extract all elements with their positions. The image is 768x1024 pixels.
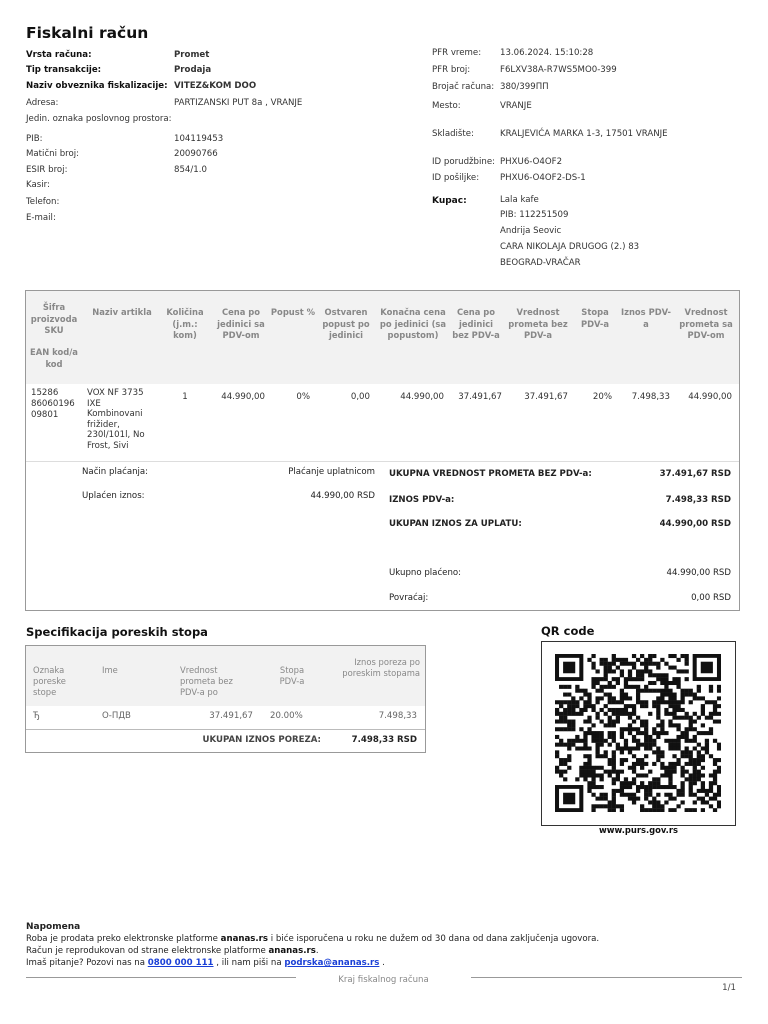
header-value-with-vat: Vrednost prometa sa PDV-om xyxy=(679,307,733,340)
tax-header-code: Oznaka poreske stope xyxy=(33,665,66,697)
info-label-pfr-time: PFR vreme: xyxy=(432,48,482,58)
buyer-label: Kupac: xyxy=(432,196,467,206)
header-value-no-vat: Vrednost prometa bez PDV-a xyxy=(508,307,568,340)
info-value-pfr-time: 13.06.2024. 15:10:28 xyxy=(500,48,594,58)
tax-header-amount: Iznos poreza po poreskim stopama xyxy=(342,657,420,678)
cell-vat-amount: 7.498,33 xyxy=(631,392,670,402)
info-label-transaction-type: Tip transakcije: xyxy=(26,65,102,75)
note-text: Imaš pitanje? Pozovi nas na xyxy=(26,958,148,968)
info-value-esir: 854/1.0 xyxy=(174,165,207,175)
info-value-address: PARTIZANSKI PUT 8a , VRANJE xyxy=(174,98,303,108)
cell-unit-price: 44.990,00 xyxy=(221,392,265,402)
note-text: i biće isporučena u roku ne dužem od 30 dana od dana zaključenja ugovora. xyxy=(268,934,600,944)
info-label-phone: Telefon: xyxy=(26,197,60,207)
buyer-line: CARA NIKOLAJA DRUGOG (2.) 83 xyxy=(500,242,640,252)
total-no-vat-label: UKUPNA VREDNOST PROMETA BEZ PDV-a: xyxy=(389,469,592,479)
brand-name: ananas.rs xyxy=(220,934,269,944)
phone-link[interactable]: 0800 000 111 xyxy=(147,958,214,968)
items-table-header xyxy=(26,291,739,384)
change-value: 0,00 RSD xyxy=(691,593,731,603)
info-value-pib: 104119453 xyxy=(174,134,224,144)
cell-discount: 0,00 xyxy=(350,392,370,402)
info-label-esir: ESIR broj: xyxy=(26,165,68,175)
info-label-cashier: Kasir: xyxy=(26,180,50,190)
info-label-business-unit: Jedin. oznaka poslovnog prostora: xyxy=(26,114,172,124)
tax-total-label: UKUPAN IZNOS POREZA: xyxy=(202,735,321,745)
change-label: Povraćaj: xyxy=(389,593,429,603)
tax-cell-name: О-ПДВ xyxy=(102,711,131,721)
cell-item-name: VOX NF 3735 IXE Kombinovani frižider, 230l/101l, No Frost, Sivi xyxy=(87,388,145,451)
tax-total-value: 7.498,33 RSD xyxy=(351,735,417,745)
footer-rule-left xyxy=(26,977,296,978)
cell-value-with-vat: 44.990,00 xyxy=(688,392,732,402)
header-sku: Šifra proizvoda SKU xyxy=(30,302,78,335)
buyer-line: BEOGRAD-VRAČAR xyxy=(500,258,581,268)
qr-caption: www.purs.gov.rs xyxy=(599,825,678,835)
cell-vat-rate: 20% xyxy=(592,392,612,402)
note-text: . xyxy=(315,946,319,956)
divider xyxy=(26,461,739,462)
page-title: Fiskalni račun xyxy=(26,24,149,42)
info-value-receipt-counter: 380/399ПП xyxy=(500,82,549,92)
cell-final-price: 44.990,00 xyxy=(400,392,444,402)
divider xyxy=(26,729,425,730)
note-text: Roba je prodata preko elektronske platforme xyxy=(26,934,221,944)
paid-amount-label: Uplaćen iznos: xyxy=(82,491,145,501)
qr-frame xyxy=(541,641,736,826)
info-label-pfr-number: PFR broj: xyxy=(432,65,471,75)
cell-price-no-vat: 37.491,67 xyxy=(458,392,502,402)
tax-cell-rate: 20.00% xyxy=(270,711,303,721)
note-text: , ili nam piši na xyxy=(213,958,285,968)
header-final-price: Konačna cena po jedinici (sa popustom) xyxy=(379,307,447,340)
cell-quantity: 1 xyxy=(182,392,188,402)
payment-method-value: Plaćanje uplatnicom xyxy=(288,467,375,477)
info-label-registration-number: Matični broj: xyxy=(26,149,80,159)
tax-header-value: Vrednost prometa bez PDV-a po xyxy=(180,665,233,697)
brand-name: ananas.rs xyxy=(268,946,316,956)
footer-rule-right xyxy=(471,977,742,978)
tax-cell-code: Ђ xyxy=(33,711,40,721)
cell-ean: 86060196 09801 xyxy=(31,399,75,420)
qr-code-image xyxy=(555,654,721,812)
info-value-pfr-number: F6LXV38A-R7WS5MO0-399 xyxy=(500,65,617,75)
info-label-pib: PIB: xyxy=(26,134,43,144)
note-text: . xyxy=(379,958,385,968)
vat-amount-label: IZNOS PDV-a: xyxy=(389,495,455,505)
info-value-taxpayer: VITEZ&KOM DOO xyxy=(174,81,257,91)
tax-header-name: Ime xyxy=(102,665,118,675)
tax-spec-title: Specifikacija poreskih stopa xyxy=(26,625,208,639)
buyer-line: Andrija Seovic xyxy=(500,226,562,236)
info-value-order-id: PHXU6-O4OF2 xyxy=(500,157,563,167)
tax-cell-value: 37.491,67 xyxy=(209,711,253,721)
items-table xyxy=(25,290,740,611)
header-discount: Ostvaren popust po jedinici xyxy=(322,307,370,340)
note-line-1 xyxy=(26,934,599,944)
payment-method-label: Način plaćanja: xyxy=(82,467,149,477)
info-value-shipment-id: PHXU6-O4OF2-DS-1 xyxy=(500,173,586,183)
cell-value-no-vat: 37.491,67 xyxy=(524,392,568,402)
page-number: 1/1 xyxy=(722,983,736,993)
info-value-registration-number: 20090766 xyxy=(174,149,218,159)
info-label-receipt-counter: Brojač računa: xyxy=(432,82,495,92)
buyer-line: Lala kafe xyxy=(500,195,539,205)
info-label-address: Adresa: xyxy=(26,98,59,108)
header-quantity: Količina (j.m.: kom) xyxy=(166,307,204,340)
total-no-vat-value: 37.491,67 RSD xyxy=(659,469,731,479)
cell-sku: 15286 xyxy=(31,388,59,398)
info-label-warehouse: Skladište: xyxy=(432,129,474,139)
info-label-taxpayer: Naziv obveznika fiskalizacije: xyxy=(26,81,168,91)
info-value-place: VRANJE xyxy=(500,101,532,111)
info-label-order-id: ID porudžbine: xyxy=(432,157,496,167)
info-value-transaction-type: Prodaja xyxy=(174,65,212,75)
total-due-value: 44.990,00 RSD xyxy=(659,519,731,529)
header-vat-rate: Stopa PDV-a xyxy=(580,307,610,329)
info-value-warehouse: KRALJEVIĆA MARKA 1-3, 17501 VRANJE xyxy=(500,129,668,139)
tax-spec-header xyxy=(26,646,425,706)
info-label-receipt-type: Vrsta računa: xyxy=(26,50,92,60)
header-item-name: Naziv artikla xyxy=(92,307,152,317)
header-ean: EAN kod/a kod xyxy=(30,347,78,369)
email-link[interactable]: podrska@ananas.rs xyxy=(284,958,380,968)
header-vat-amount: Iznos PDV-a xyxy=(620,307,672,329)
header-unit-price: Cena po jedinici sa PDV-om xyxy=(217,307,265,340)
tax-header-rate: Stopa PDV-a xyxy=(279,665,305,686)
buyer-line: PIB: 112251509 xyxy=(500,210,569,220)
total-paid-value: 44.990,00 RSD xyxy=(666,568,731,578)
info-value-receipt-type: Promet xyxy=(174,50,210,60)
note-line-3 xyxy=(26,958,385,968)
info-label-shipment-id: ID pošiljke: xyxy=(432,173,480,183)
header-discount-pct: Popust % xyxy=(270,307,316,317)
end-of-receipt-label: Kraj fiskalnog računa xyxy=(338,975,429,985)
info-label-place: Mesto: xyxy=(432,101,461,111)
cell-discount-pct: 0% xyxy=(296,392,310,402)
header-price-no-vat: Cena po jedinici bez PDV-a xyxy=(452,307,500,340)
info-label-email: E-mail: xyxy=(26,213,56,223)
qr-title: QR code xyxy=(541,624,595,638)
note-line-2 xyxy=(26,946,319,956)
note-text: Račun je reprodukovan od strane elektronske platforme xyxy=(26,946,269,956)
total-paid-label: Ukupno plaćeno: xyxy=(389,568,462,578)
paid-amount-value: 44.990,00 RSD xyxy=(310,491,375,501)
total-due-label: UKUPAN IZNOS ZA UPLATU: xyxy=(389,519,522,529)
note-title: Napomena xyxy=(26,922,81,932)
tax-cell-amount: 7.498,33 xyxy=(378,711,417,721)
tax-spec-table xyxy=(25,645,426,753)
vat-amount-value: 7.498,33 RSD xyxy=(665,495,731,505)
